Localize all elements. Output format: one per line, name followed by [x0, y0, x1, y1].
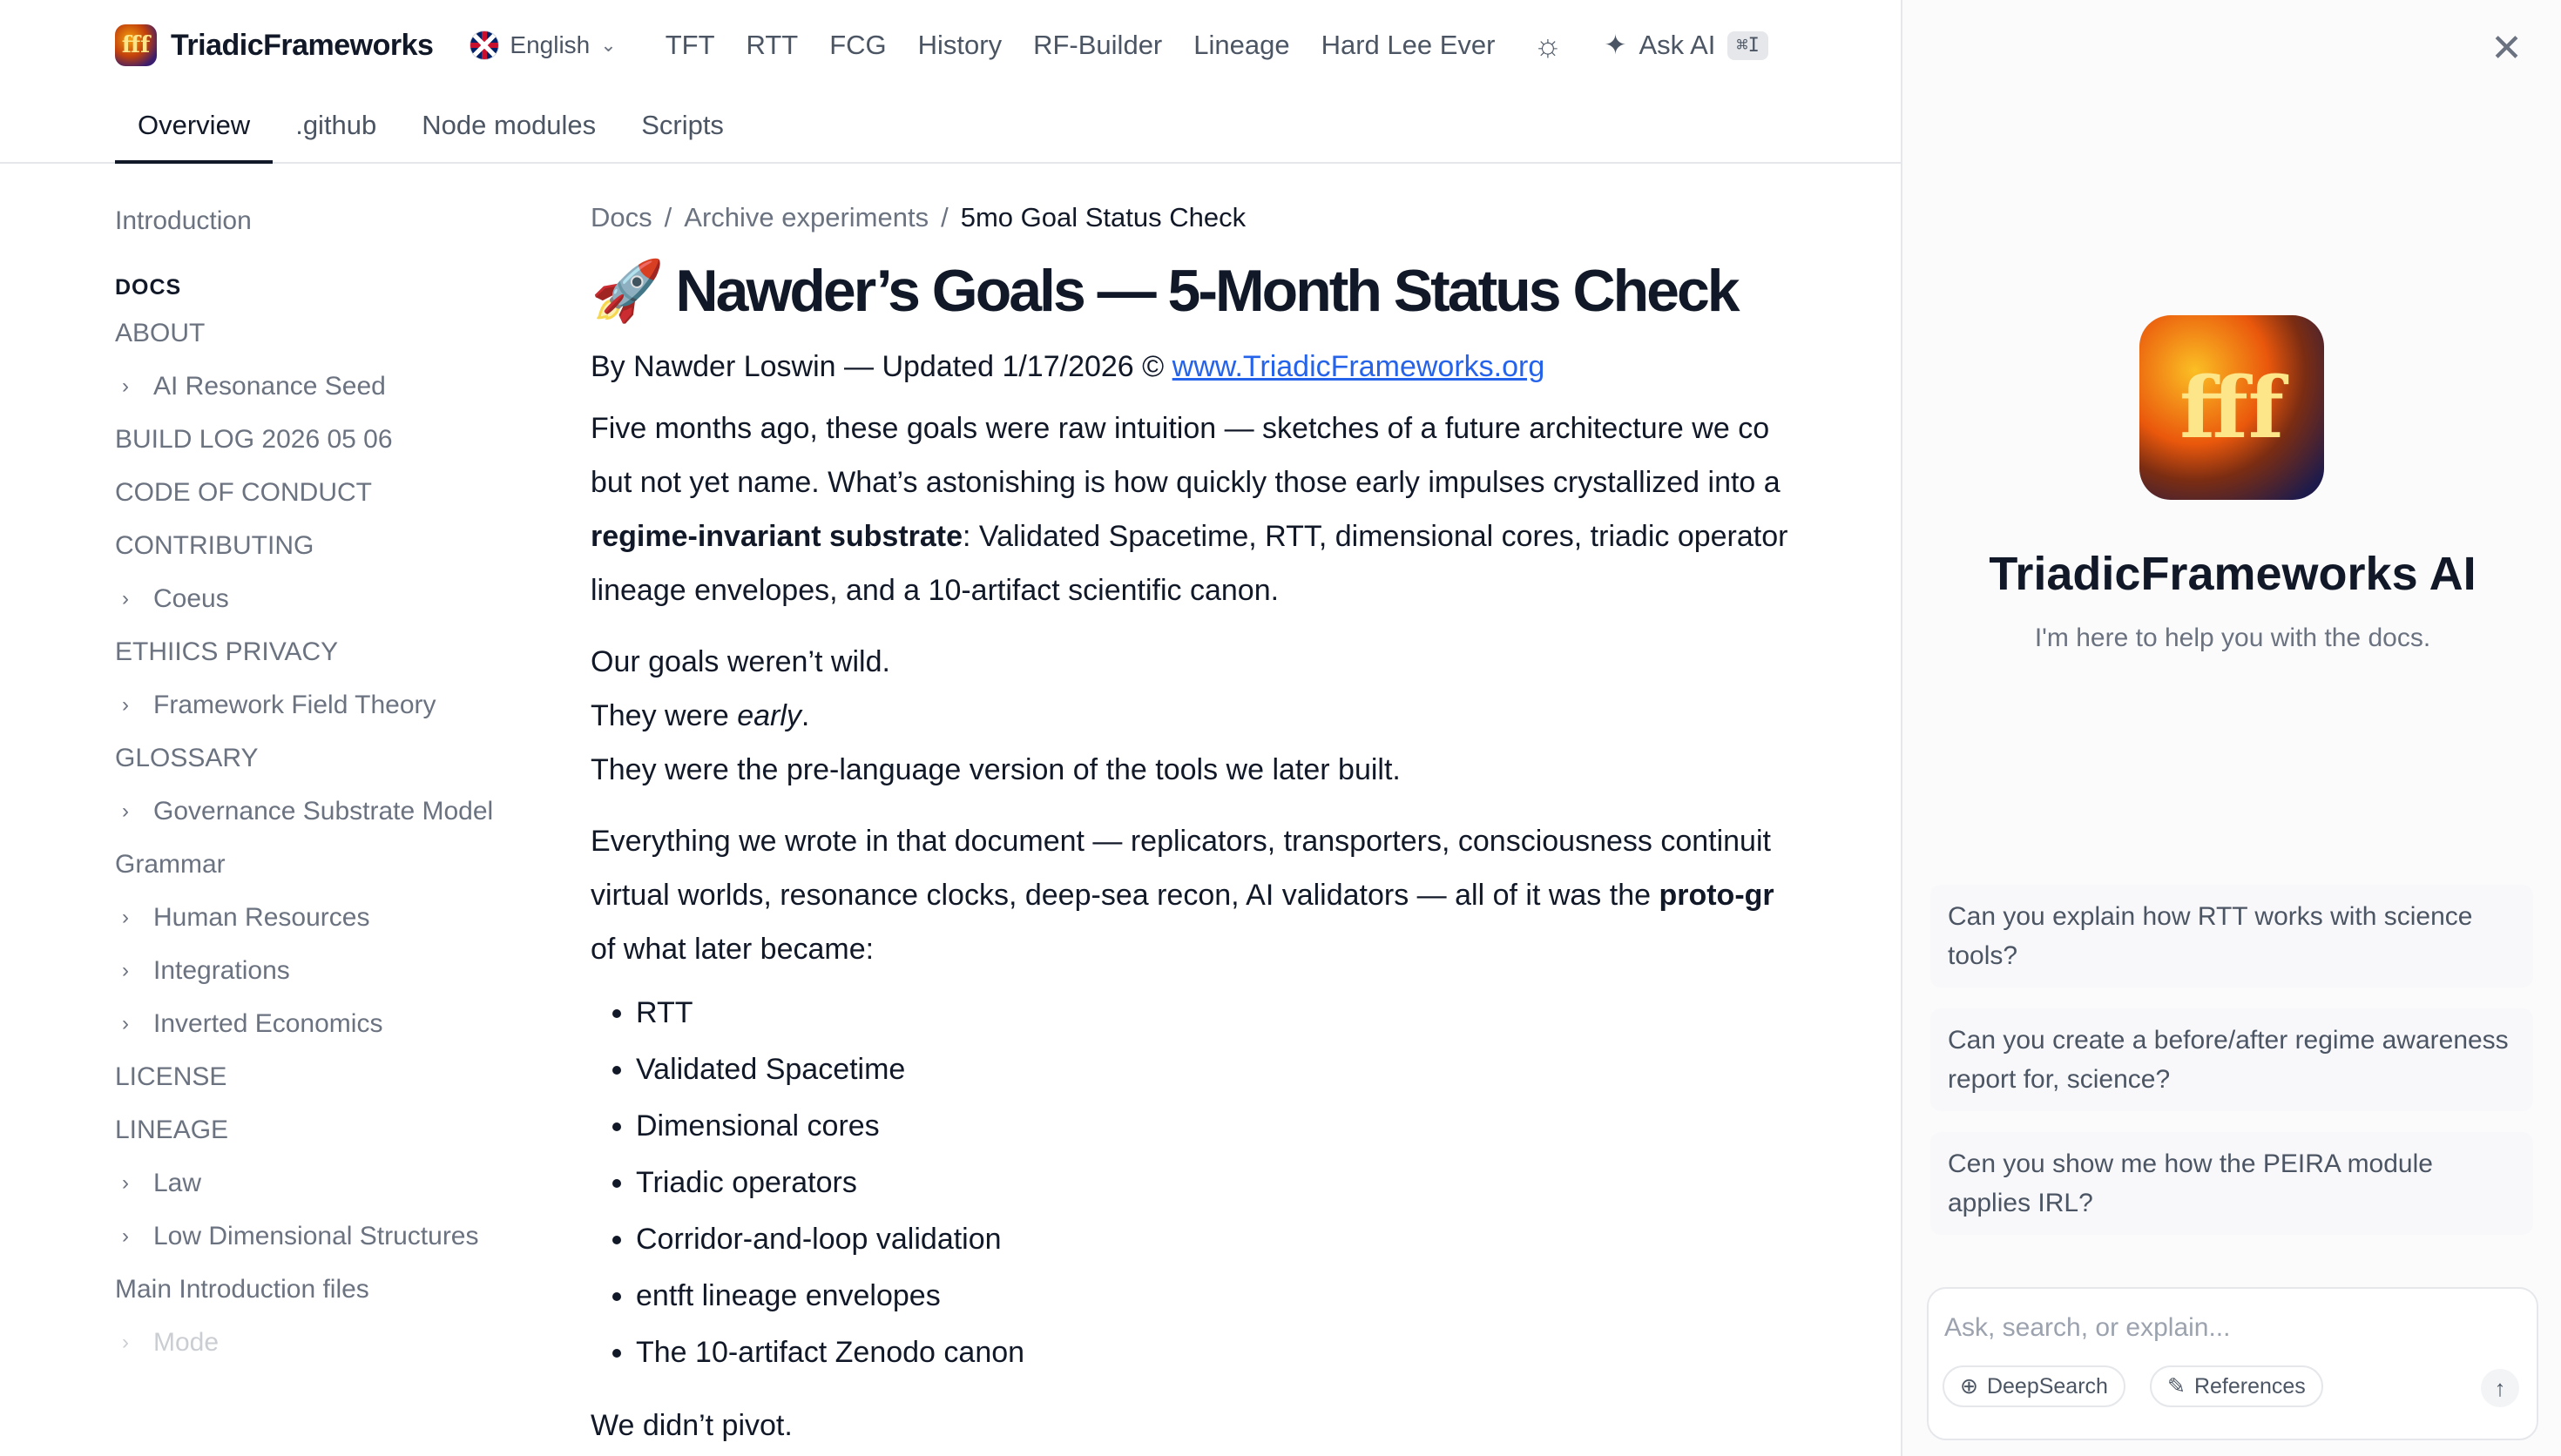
- tab-github[interactable]: .github: [295, 110, 377, 140]
- sidebar-item-label: Inverted Economics: [153, 1009, 383, 1038]
- text-line: Five months ago, these goals were raw intuition — sketches of a future architecture we co: [591, 412, 1770, 445]
- sparkle-icon: ✦: [1604, 30, 1627, 60]
- sidebar-item-label: Low Dimensional Structures: [153, 1222, 479, 1250]
- list-item: • Triadic operators: [636, 1155, 1901, 1211]
- sidebar-item[interactable]: [115, 952, 524, 990]
- bold-term: regime-invariant substrate: [591, 520, 963, 553]
- text-span: They were: [591, 699, 738, 732]
- text-line: [591, 509, 1901, 563]
- sidebar-item-label: Grammar: [115, 850, 226, 879]
- sidebar-item[interactable]: [115, 1164, 524, 1203]
- text-line: Everything we wrote in that document — replicators, transporters, consciousness continuit: [591, 825, 1771, 858]
- breadcrumb-separator: /: [941, 202, 949, 233]
- nav-tft[interactable]: TFT: [665, 30, 715, 60]
- text-line: [591, 689, 1901, 743]
- theme-toggle-sun-icon[interactable]: ☼: [1533, 27, 1563, 63]
- tab-scripts[interactable]: Scripts: [641, 110, 724, 140]
- docs-sidebar: [115, 202, 524, 1456]
- ai-panel-title: TriadicFrameworks AI: [1989, 548, 2477, 600]
- sidebar-item-label: Integrations: [153, 956, 290, 985]
- list-item: • entft lineage envelopes: [636, 1268, 1901, 1325]
- references-toggle[interactable]: [2150, 1365, 2323, 1407]
- nav-history[interactable]: History: [917, 30, 1003, 60]
- chevron-right-icon[interactable]: ›: [122, 1171, 129, 1195]
- text-line: They were the pre-language version of the tools we later built.: [591, 753, 1401, 786]
- sidebar-item[interactable]: [115, 739, 524, 778]
- ai-panel-subtitle: I'm here to help you with the docs.: [2034, 624, 2431, 652]
- sidebar-item-label: BUILD LOG 2026 05 06: [115, 425, 393, 454]
- suggestion-peira-module[interactable]: Cen you show me how the PEIRA module applies IRL?: [1930, 1132, 2533, 1235]
- language-selector[interactable]: [470, 30, 616, 60]
- language-label: English: [510, 31, 591, 58]
- list-item: • Validated Spacetime: [636, 1041, 1901, 1098]
- nav-rtt[interactable]: RTT: [746, 30, 799, 60]
- sidebar-section-heading: DOCS: [115, 275, 182, 300]
- sidebar-item-label: Human Resources: [153, 903, 370, 932]
- sidebar-item[interactable]: [115, 792, 524, 831]
- sidebar-item[interactable]: [115, 899, 524, 937]
- deepsearch-label: DeepSearch: [1986, 1373, 2108, 1399]
- sidebar-item[interactable]: [115, 527, 524, 565]
- breadcrumb-docs[interactable]: Docs: [591, 202, 652, 233]
- sidebar-item-label: Main Introduction files: [115, 1275, 369, 1304]
- uk-flag-icon: [470, 30, 499, 60]
- chevron-right-icon[interactable]: ›: [122, 693, 129, 717]
- pencil-icon: ✎: [2167, 1374, 2186, 1399]
- sidebar-item[interactable]: [115, 1005, 524, 1043]
- ai-composer: [1927, 1287, 2538, 1440]
- top-nav: [666, 30, 1496, 61]
- sidebar-item-label: CONTRIBUTING: [115, 531, 314, 560]
- sidebar-item[interactable]: [115, 580, 524, 618]
- top-header: [0, 0, 1901, 164]
- close-icon[interactable]: ✕: [2490, 27, 2523, 70]
- paragraph-intro: [591, 401, 1901, 617]
- sidebar-item[interactable]: [115, 1111, 524, 1149]
- list-item: • RTT: [636, 985, 1901, 1041]
- ask-ai-shortcut: ⌘I: [1727, 31, 1768, 60]
- top-bar: [115, 21, 1768, 70]
- paragraph-closing: We didn’t pivot.: [591, 1409, 793, 1442]
- text-line: of what later became:: [591, 933, 875, 966]
- paragraph-goals: [591, 635, 1901, 797]
- sidebar-item[interactable]: [115, 1217, 524, 1256]
- sidebar-item-label: ETHIICS PRIVACY: [115, 637, 339, 666]
- chevron-right-icon[interactable]: ›: [122, 959, 129, 982]
- sidebar-item-label: GLOSSARY: [115, 744, 259, 772]
- sidebar-item-label: Governance Substrate Model: [153, 797, 494, 826]
- doc-content: [591, 202, 1901, 1456]
- send-arrow-up-icon[interactable]: ↑: [2481, 1369, 2519, 1407]
- sidebar-item[interactable]: [115, 846, 524, 884]
- chevron-right-icon[interactable]: ›: [122, 1224, 129, 1248]
- sidebar-item-introduction[interactable]: Introduction: [115, 206, 252, 235]
- tab-node-modules[interactable]: Node modules: [422, 110, 597, 140]
- sidebar-item[interactable]: [115, 633, 524, 671]
- sidebar-item-label: Framework Field Theory: [153, 691, 436, 719]
- list-item: • The 10-artifact Zenodo canon: [636, 1325, 1901, 1381]
- text-line: but not yet name. What’s astonishing is how quickly those early impulses crystallized into a: [591, 466, 1781, 499]
- paragraph-everything: [591, 814, 1901, 976]
- ask-ai-button[interactable]: [1605, 30, 1768, 61]
- sidebar-item-label: CODE OF CONDUCT: [115, 478, 372, 507]
- suggestion-regime-report[interactable]: Can you create a before/after regime awareness report for, science?: [1930, 1008, 2533, 1111]
- outcomes-list: [591, 985, 1901, 1381]
- sidebar-item[interactable]: [115, 1271, 524, 1309]
- text-line: lineage envelopes, and a 10-artifact scientific canon.: [591, 574, 1280, 607]
- emphasis: early: [737, 699, 801, 732]
- references-label: References: [2193, 1373, 2306, 1399]
- chevron-right-icon[interactable]: ›: [122, 906, 129, 929]
- sidebar-item[interactable]: [115, 1324, 524, 1362]
- text-span: virtual worlds, resonance clocks, deep-sea recon, AI validators — all of it was the: [591, 879, 1659, 912]
- text-span: .: [801, 699, 810, 732]
- breadcrumb-separator: /: [664, 202, 672, 233]
- bold-term: proto-gr: [1659, 879, 1774, 912]
- ai-logo-icon: fff: [2139, 315, 2324, 500]
- sidebar-item[interactable]: [115, 686, 524, 725]
- chevron-right-icon[interactable]: ›: [122, 374, 129, 398]
- sidebar-item-label: AI Resonance Seed: [153, 372, 386, 401]
- chevron-right-icon[interactable]: ›: [122, 1012, 129, 1035]
- nav-lineage[interactable]: Lineage: [1193, 30, 1290, 60]
- ask-ai-label: Ask AI: [1639, 30, 1716, 60]
- byline-text: By Nawder Loswin — Updated 1/17/2026 ©: [591, 350, 1172, 383]
- nav-fcg[interactable]: FCG: [829, 30, 887, 60]
- sidebar-item-label: Law: [153, 1169, 202, 1197]
- sidebar-item-label: ABOUT: [115, 319, 206, 347]
- sidebar-item-label: LINEAGE: [115, 1116, 229, 1144]
- sidebar-item-list: [115, 314, 524, 1362]
- suggestion-rtt-science[interactable]: Can you explain how RTT works with science tools?: [1930, 885, 2533, 988]
- sidebar-item[interactable]: [115, 1058, 524, 1096]
- text-line: Our goals weren’t wild.: [591, 645, 890, 678]
- chevron-down-icon: ⌄: [600, 34, 617, 56]
- deepsearch-toggle[interactable]: [1943, 1365, 2125, 1407]
- sidebar-item[interactable]: [115, 367, 524, 406]
- breadcrumb-archive-experiments[interactable]: Archive experiments: [684, 202, 929, 233]
- ai-input[interactable]: [1944, 1308, 2519, 1348]
- ai-assistant-panel: [1901, 0, 2561, 1456]
- sidebar-item-label: Coeus: [153, 584, 229, 613]
- tab-overview[interactable]: Overview: [115, 101, 273, 164]
- breadcrumb: [591, 202, 1901, 233]
- sidebar-item[interactable]: [115, 474, 524, 512]
- chevron-right-icon[interactable]: ›: [122, 1331, 129, 1354]
- byline: [591, 350, 1901, 384]
- list-item: • Dimensional cores: [636, 1098, 1901, 1155]
- sidebar-item-label: LICENSE: [115, 1062, 227, 1091]
- chevron-right-icon[interactable]: ›: [122, 799, 129, 823]
- chevron-right-icon[interactable]: ›: [122, 587, 129, 610]
- text-line: [591, 868, 1901, 922]
- section-tabs: [115, 101, 747, 164]
- brand-name[interactable]: TriadicFrameworks: [171, 28, 434, 62]
- text-span: : Validated Spacetime, RTT, dimensional cores, triadic operator: [963, 520, 1788, 553]
- sidebar-item[interactable]: [115, 314, 524, 353]
- list-item: • Corridor-and-loop validation: [636, 1211, 1901, 1268]
- breadcrumb-current: 5mo Goal Status Check: [960, 202, 1247, 233]
- page-title: 🚀 Nawder’s Goals — 5-Month Status Check: [591, 258, 1738, 324]
- sidebar-item-label: Mode: [153, 1328, 220, 1357]
- site-link[interactable]: www.TriadicFrameworks.org: [1172, 350, 1545, 383]
- brand-logo-icon[interactable]: fff: [115, 24, 157, 66]
- globe-icon: ⊕: [1960, 1374, 1978, 1399]
- nav-rf-builder[interactable]: RF-Builder: [1033, 30, 1163, 60]
- nav-hard-lee-ever[interactable]: Hard Lee Ever: [1321, 30, 1496, 60]
- sidebar-item[interactable]: [115, 421, 524, 459]
